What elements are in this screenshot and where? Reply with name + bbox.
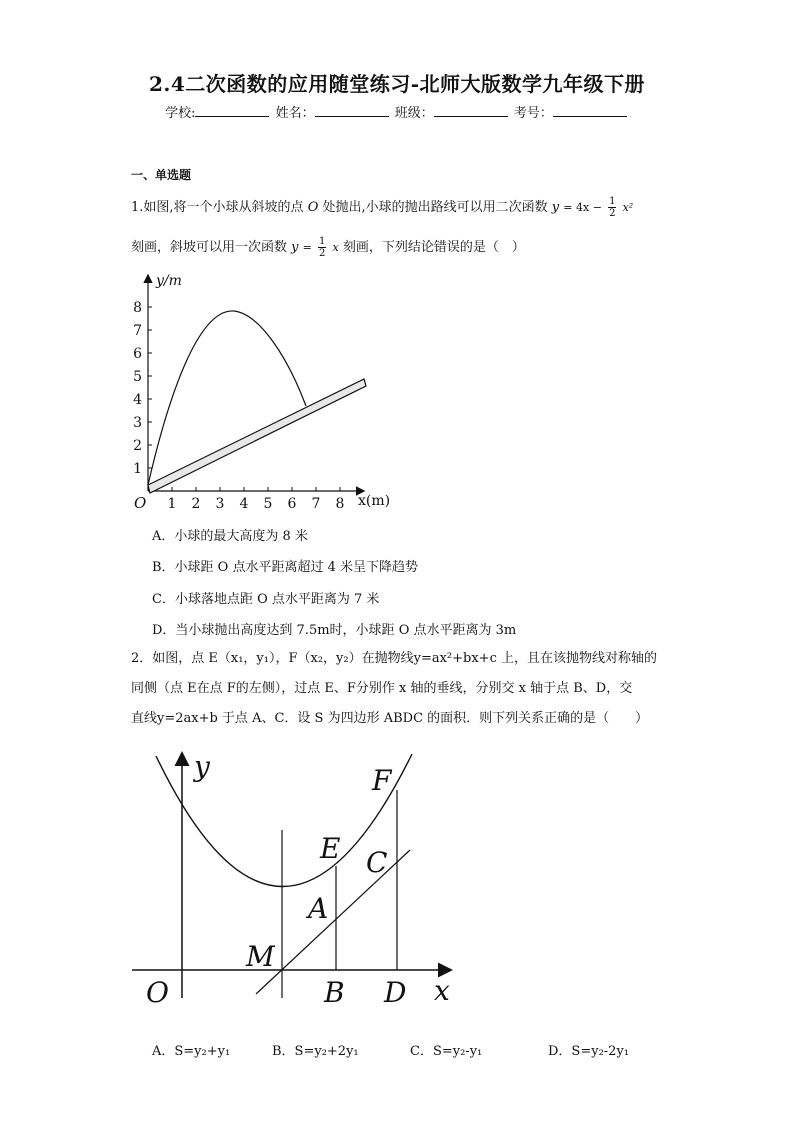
q1-x-tick: 8	[335, 496, 345, 512]
q1-option-c[interactable]: C．小球落地点距 O 点水平距离为 7 米	[152, 592, 380, 607]
exam-no-label: 考号：	[513, 106, 553, 121]
q2-label-c: C	[366, 846, 388, 879]
class-label: 班级：	[394, 106, 434, 121]
q1-x-tick: 4	[239, 496, 249, 512]
q1-line2	[131, 236, 525, 259]
q2-label-y: y	[194, 750, 210, 783]
q1-x-tick: 6	[287, 496, 297, 512]
exam-no-blank[interactable]	[553, 104, 627, 117]
q2-option-d[interactable]: D．S=y₂-2y₁	[548, 1044, 629, 1059]
q1-option-a[interactable]: A．小球的最大高度为 8 米	[152, 529, 308, 544]
q1-y-tick: 1	[133, 461, 142, 477]
q1-graph	[128, 268, 398, 520]
q1-func2-eq: =	[302, 241, 312, 254]
q1-func1-eq: = 4x −	[563, 201, 602, 214]
q1-parabola	[148, 311, 306, 485]
q1-y-tick: 8	[133, 300, 142, 316]
class-blank[interactable]	[434, 104, 508, 117]
q2-label-x: x	[434, 974, 450, 1007]
q2-label-d: D	[384, 976, 407, 1009]
q1-text-a: 1.如图,将一个小球从斜坡的点	[131, 200, 304, 215]
q1-origin-label: O	[134, 494, 147, 512]
q1-y-tick: 7	[133, 323, 142, 339]
q2-option-a[interactable]: A．S=y₂+y₁	[152, 1044, 231, 1059]
q1-text-b: 处抛出,小球的抛出路线可以用二次函数	[322, 200, 548, 215]
q2-label-o: O	[146, 976, 169, 1009]
q1-func2-tail: x	[332, 241, 339, 254]
q1-x-tick: 2	[191, 496, 201, 512]
q2-label-a: A	[308, 892, 329, 925]
section-heading: 一、单选题	[131, 168, 192, 182]
q2-label-b: B	[324, 976, 345, 1009]
q2-graph	[128, 748, 468, 1010]
q2-label-m: M	[246, 940, 275, 973]
q1-x-tick: 7	[311, 496, 321, 512]
q1-x-tick: 3	[215, 496, 225, 512]
q1-y-tick: 6	[133, 346, 142, 362]
q1-x-axis-label: x(m)	[358, 493, 391, 509]
q2-line3: 直线y=2ax+b 于点 A、C．设 S 为四边形 ABDC 的面积．则下列关系正确的是（ ）	[131, 711, 649, 726]
q1-x-tick: 1	[167, 496, 177, 512]
q1-func1-tail: x²	[622, 201, 634, 214]
school-label: 学校:	[165, 106, 196, 121]
q1-fraction-1: $\frac{1}{2}$	[609, 196, 616, 219]
name-blank[interactable]	[315, 104, 389, 117]
q1-y-tick: 2	[133, 438, 142, 454]
q1-point-o: O	[307, 200, 319, 215]
q2-line1: 2．如图，点 E（x₁，y₁），F（x₂，y₂）在抛物线y=ax²+bx+c 上，且在该抛物线对称轴的	[131, 651, 657, 666]
q1-option-d[interactable]: D．当小球抛出高度达到 7.5m时，小球距 O 点水平距离为 3m	[152, 623, 517, 638]
name-label: 姓名：	[275, 106, 315, 121]
q1-fraction-2: $\frac{1}{2}$	[319, 236, 326, 259]
q1-y-axis-label: y/m	[156, 273, 182, 289]
q1-y-tick: 4	[133, 392, 142, 408]
q2-label-e: E	[320, 832, 341, 865]
q1-y-tick: 3	[133, 415, 142, 431]
q1-x-tick: 5	[263, 496, 273, 512]
q1-text-d: 刻画，下列结论错误的是（ ）	[342, 240, 525, 255]
q2-option-c[interactable]: C．S=y₂-y₁	[410, 1044, 483, 1059]
q2-label-f: F	[372, 764, 392, 797]
q1-slope	[148, 379, 366, 493]
q1-func2-y: y	[291, 240, 299, 255]
q2-option-b[interactable]: B．S=y₂+2y₁	[272, 1044, 359, 1059]
q1-y-tick: 5	[133, 369, 142, 385]
student-info-line	[0, 102, 794, 121]
q1-text-c: 刻画，斜坡可以用一次函数	[131, 240, 288, 255]
q2-line2: 同侧（点 E在点 F的左侧），过点 E、F分别作 x 轴的垂线，分别交 x 轴于点 B、D，交	[131, 681, 633, 696]
school-blank[interactable]	[195, 104, 269, 117]
q1-func1-y: y	[551, 200, 560, 215]
page-title: 2.4二次函数的应用随堂练习-北师大版数学九年级下册	[148, 72, 646, 96]
q1-line1	[131, 196, 633, 219]
q1-option-b[interactable]: B．小球距 O 点水平距离超过 4 米呈下降趋势	[152, 560, 419, 575]
